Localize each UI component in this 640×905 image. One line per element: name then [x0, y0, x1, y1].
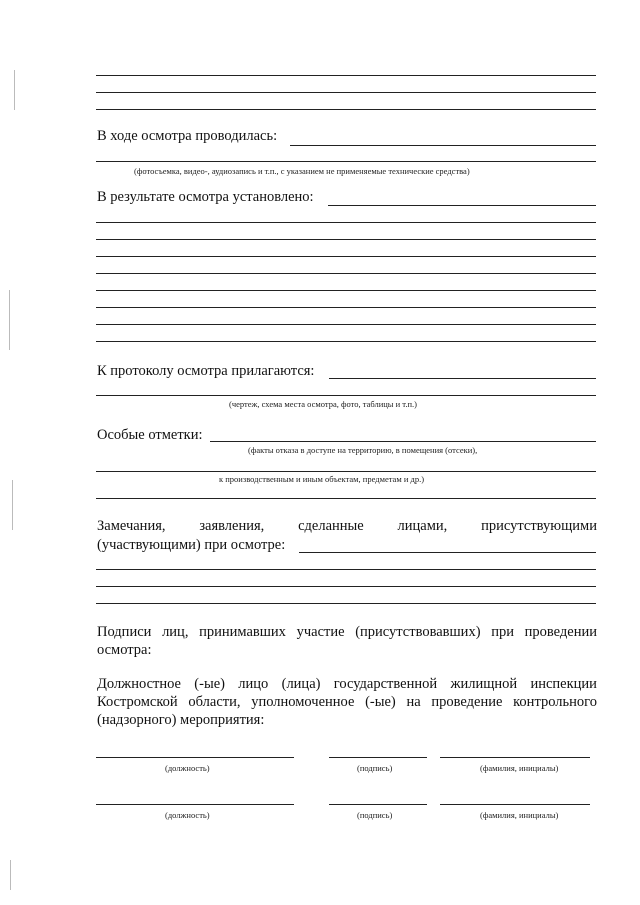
name-field[interactable] [440, 804, 590, 805]
special-notes-field[interactable] [210, 441, 596, 442]
findings-line[interactable] [96, 290, 596, 291]
official-word: (лица) [281, 676, 321, 692]
inspection-methods-field[interactable] [96, 161, 596, 162]
special-notes-field[interactable] [96, 471, 596, 472]
remarks-word: Замечания, [97, 518, 166, 534]
signatures-word: проведении [524, 624, 597, 640]
official-word: проведение [431, 694, 503, 710]
remarks-word: лицами, [397, 518, 448, 534]
remarks-text [97, 518, 597, 535]
findings-line[interactable] [96, 256, 596, 257]
remarks-word: присутствующими [481, 518, 597, 534]
blank-line[interactable] [96, 109, 596, 110]
remarks-field[interactable] [299, 552, 596, 553]
attachments-label: К протоколу осмотра прилагаются: [97, 363, 315, 379]
findings-line[interactable] [96, 222, 596, 223]
official-word: области, [188, 694, 241, 710]
name-caption: (фамилия, инициалы) [480, 810, 559, 820]
remarks-line[interactable] [96, 603, 596, 604]
findings-line[interactable] [96, 239, 596, 240]
signatures-heading-end: осмотра: [97, 642, 152, 658]
official-word: Должностное [97, 676, 181, 692]
signatures-word: при [491, 624, 514, 640]
signatures-word: принимавших [199, 624, 286, 640]
scan-artifact [12, 480, 13, 530]
remarks-line[interactable] [96, 569, 596, 570]
findings-line[interactable] [96, 307, 596, 308]
official-text-2 [97, 694, 597, 711]
remarks-word: заявления, [199, 518, 265, 534]
inspection-methods-label: В ходе осмотра проводилась: [97, 128, 278, 144]
remarks-word: сделанные [298, 518, 364, 534]
attachments-field[interactable] [96, 395, 596, 396]
signatures-word: Подписи [97, 624, 152, 640]
remarks-line[interactable] [96, 586, 596, 587]
inspection-methods-field[interactable] [290, 145, 596, 146]
blank-line[interactable] [96, 92, 596, 93]
official-word: контрольного [513, 694, 597, 710]
inspection-methods-hint: (фотосъемка, видео-, аудиозапись и т.п., с указанием не применяемые технические средства) [134, 166, 470, 176]
signature-field[interactable] [329, 804, 427, 805]
findings-line[interactable] [96, 324, 596, 325]
special-notes-label: Особые отметки: [97, 427, 203, 443]
official-word: лицо [238, 676, 269, 692]
special-notes-field[interactable] [96, 498, 596, 499]
attachments-field[interactable] [329, 378, 596, 379]
official-word: Костромской [97, 694, 178, 710]
findings-line[interactable] [96, 273, 596, 274]
official-word: жилищной [450, 676, 518, 692]
signatures-word: (присутствовавших) [355, 624, 481, 640]
signature-caption: (подпись) [357, 763, 393, 773]
signature-caption: (подпись) [357, 810, 393, 820]
signatures-word: лиц, [162, 624, 189, 640]
position-caption: (должность) [165, 763, 210, 773]
official-word: уполномоченное [251, 694, 355, 710]
signature-field[interactable] [329, 757, 427, 758]
position-caption: (должность) [165, 810, 210, 820]
official-word: (-ые) [194, 676, 225, 692]
position-field[interactable] [96, 757, 294, 758]
scan-artifact [10, 860, 11, 890]
special-notes-hint: (факты отказа в доступе на территорию, в помещения (отсеки), [248, 445, 478, 455]
official-word: (-ые) [365, 694, 396, 710]
scan-artifact [9, 290, 10, 350]
findings-field[interactable] [328, 205, 596, 206]
official-word: государственной [333, 676, 438, 692]
signatures-word: участие [296, 624, 345, 640]
position-field[interactable] [96, 804, 294, 805]
official-word: инспекции [530, 676, 597, 692]
attachments-hint: (чертеж, схема места осмотра, фото, таблицы и т.п.) [229, 399, 418, 409]
name-field[interactable] [440, 757, 590, 758]
official-text-1 [97, 676, 597, 693]
scan-artifact [14, 70, 15, 110]
official-word: на [406, 694, 421, 710]
findings-label: В результате осмотра установлено: [97, 189, 314, 205]
remarks-label: (участвующими) при осмотре: [97, 537, 286, 553]
blank-line[interactable] [96, 75, 596, 76]
signatures-heading [97, 624, 597, 641]
special-notes-hint: к производственным и иным объектам, предметам и др.) [219, 474, 425, 484]
findings-line[interactable] [96, 341, 596, 342]
name-caption: (фамилия, инициалы) [480, 763, 559, 773]
official-text-3: (надзорного) мероприятия: [97, 712, 265, 728]
